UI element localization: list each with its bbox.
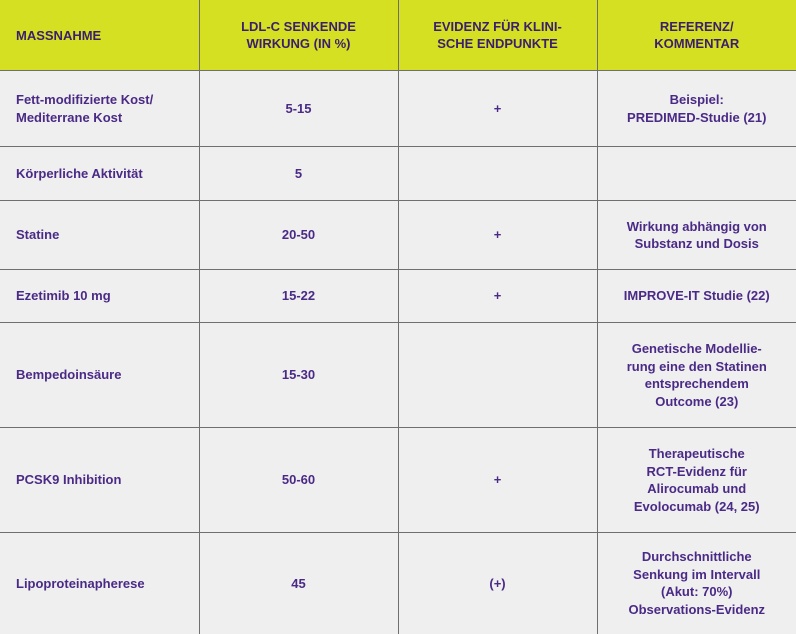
header-reference: [597, 0, 796, 71]
cell-reference: Genetische Modellie- rung eine den Statinen entsprechendem Outcome (23): [597, 323, 796, 428]
cell-effect: 15-22: [199, 270, 398, 323]
cell-evidence: +: [398, 270, 597, 323]
cell-evidence: +: [398, 428, 597, 533]
cell-reference: Wirkung abhängig von Substanz und Dosis: [597, 201, 796, 270]
table-row: [0, 147, 796, 201]
cell-effect: 5: [199, 147, 398, 201]
table-row: [0, 270, 796, 323]
header-evidence-line1: EVIDENZ FÜR KLINI-: [433, 19, 562, 34]
header-ldl-line1: LDL-C SENKENDE: [241, 19, 356, 34]
cell-evidence: [398, 147, 597, 201]
cell-measure: Lipoproteinapherese: [0, 533, 199, 634]
table-row: [0, 323, 796, 428]
cell-measure: PCSK9 Inhibition: [0, 428, 199, 533]
cell-measure: Statine: [0, 201, 199, 270]
cell-reference: [597, 147, 796, 201]
header-measure: [0, 0, 199, 71]
header-ldl-effect: [199, 0, 398, 71]
table-row: [0, 533, 796, 634]
cell-evidence: +: [398, 71, 597, 147]
header-ref-line1: REFERENZ/: [659, 19, 734, 34]
header-ref-line2: KOMMENTAR: [654, 36, 740, 51]
cell-measure: Bempedoinsäure: [0, 323, 199, 428]
cell-effect: 5-15: [199, 71, 398, 147]
header-measure-label: MASSNAHME: [16, 27, 102, 43]
cell-measure: Fett-modifizierte Kost/ Mediterrane Kost: [0, 71, 199, 147]
cell-evidence: [398, 323, 597, 428]
header-evidence: [398, 0, 597, 71]
header-row: [0, 0, 796, 71]
header-ldl-line2: WIRKUNG (IN %): [246, 36, 351, 51]
cell-effect: 45: [199, 533, 398, 634]
cell-evidence: +: [398, 201, 597, 270]
cell-reference: Beispiel: PREDIMED-Studie (21): [597, 71, 796, 147]
cell-measure: Ezetimib 10 mg: [0, 270, 199, 323]
cell-reference: Therapeutische RCT-Evidenz für Alirocumab und Evolocumab (24, 25): [597, 428, 796, 533]
cell-reference: Durchschnittliche Senkung im Intervall (Akut: 70%) Observations-Evidenz: [628, 549, 766, 617]
cell-evidence: (+): [398, 533, 597, 634]
table-row: [0, 201, 796, 270]
header-evidence-line2: SCHE ENDPUNKTE: [437, 36, 558, 51]
cell-reference: IMPROVE-IT Studie (22): [597, 270, 796, 323]
table-row: [0, 428, 796, 533]
cell-effect: 20-50: [199, 201, 398, 270]
cell-effect: 15-30: [199, 323, 398, 428]
cell-effect: 50-60: [199, 428, 398, 533]
cell-measure: Körperliche Aktivität: [0, 147, 199, 201]
table-row: [0, 71, 796, 147]
